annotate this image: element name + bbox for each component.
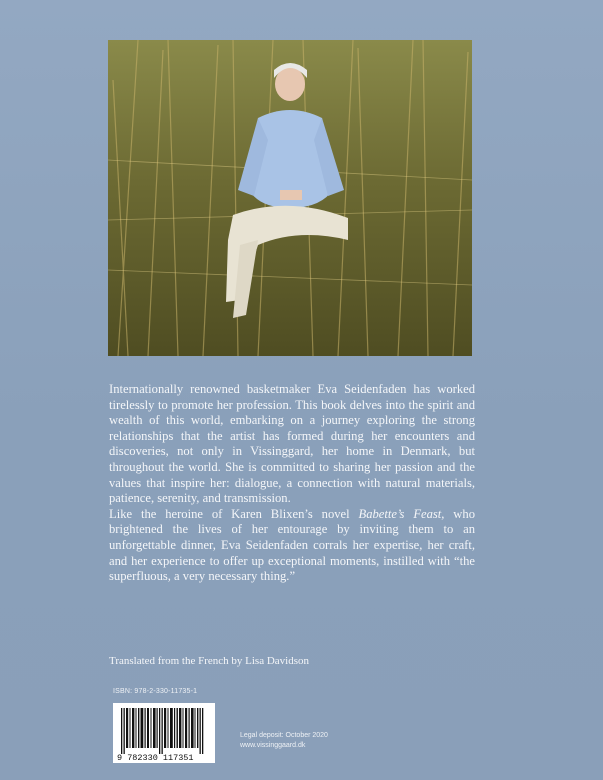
barcode-digits: 9 782330 117351 <box>117 753 194 763</box>
barcode <box>113 703 215 763</box>
translator-credit: Translated from the French by Lisa Davidson <box>109 655 310 667</box>
isbn-label: ISBN: 978-2-330-11735-1 <box>113 688 198 695</box>
blurb-paragraph-1: Internationally renowned basketmaker Eva Seidenfaden has worked tirelessly to promote her profession. This book delves into the spirit and wealth of this world, embarking on a journey exploring the strong relationships that the artist has formed during her encounters and discoveries, not only in Vissinggard, her home in Denmark, but throughout the world. She is committed to sharing her passion and the values that inspire her: dialogue, a connection with natural materials, patience, serenity, and transmission. <box>109 382 475 506</box>
legal-info <box>240 731 328 751</box>
blurb-text <box>109 382 475 585</box>
novel-title: Babette’s Feast <box>358 506 442 521</box>
author-photo <box>108 40 472 356</box>
publisher-website: www.vissinggaard.dk <box>240 742 306 749</box>
blurb-paragraph-2: Like the heroine of Karen Blixen’s novel Babette’s Feast, who brightened the lives of her entourage by inviting them to an unforgettable dinner, Eva Seidenfaden corrals her expertise, her craft, and her experience to offer up exceptional moments, instilled with “the superfluous, a very necessary thing.” <box>109 506 475 584</box>
legal-deposit: Legal deposit: October 2020 <box>240 732 328 739</box>
